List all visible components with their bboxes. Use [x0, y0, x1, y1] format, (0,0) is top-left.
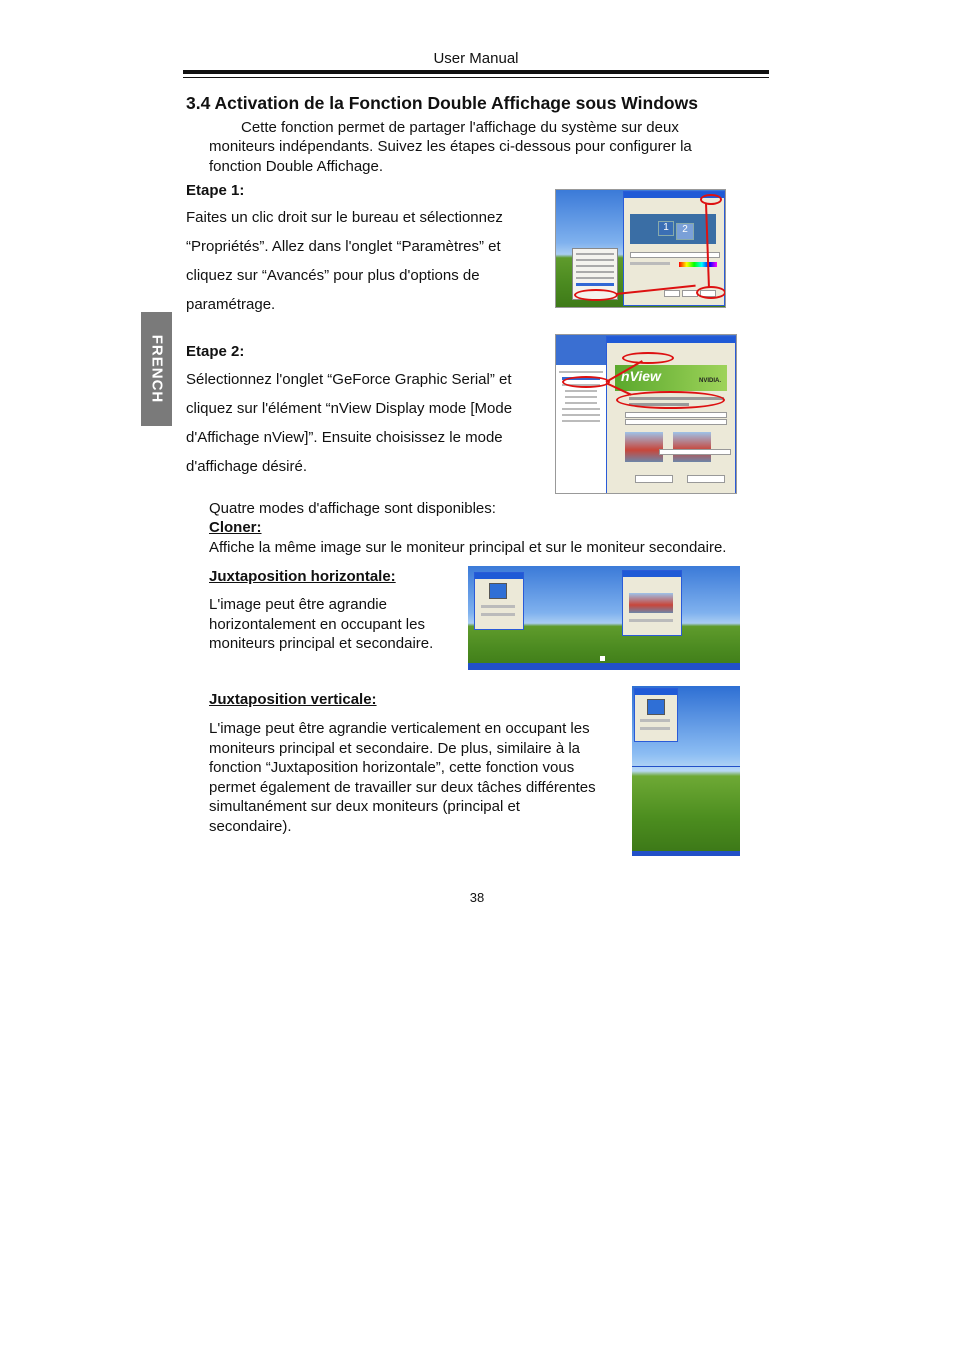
- step2-title: Etape 2:: [186, 343, 245, 360]
- monitor-1: 1: [658, 221, 674, 236]
- highlight-advanced-button: [696, 286, 726, 299]
- step2-line-2: cliquez sur l'élément “nView Display mode [Mode: [186, 400, 513, 417]
- step2-line-3: d'Affichage nView]”. Ensuite choisissez le mode: [186, 429, 503, 446]
- step2-line-4: d'affichage désiré.: [186, 458, 308, 475]
- nview-banner: [615, 365, 727, 391]
- page-header: User Manual: [433, 50, 519, 67]
- horizontal-title: Juxtaposition horizontale:: [209, 568, 396, 585]
- intro-line-3: fonction Double Affichage.: [209, 158, 384, 175]
- section-heading: 3.4 Activation de la Fonction Double Affichage sous Windows: [186, 93, 698, 113]
- nvidia-logo: NVIDIA.: [699, 378, 722, 384]
- clone-title: Cloner:: [209, 519, 262, 536]
- language-tab-label: FRENCH: [148, 334, 165, 404]
- vertical-text: [209, 719, 629, 836]
- vertical-dialog: [634, 688, 678, 742]
- desktop-icon: [600, 656, 605, 661]
- step2-screenshot: [555, 334, 737, 494]
- horizontal-text: [209, 595, 459, 654]
- highlight-settings-tab: [700, 194, 722, 205]
- highlight-properties-item: [574, 289, 618, 301]
- horizontal-span-screenshot: [468, 566, 740, 670]
- vertical-line-3: fonction “Juxtaposition horizontale”, cette fonction vous: [209, 759, 575, 776]
- step2-line-1: Sélectionnez l'onglet “GeForce Graphic Serial” et: [186, 371, 512, 388]
- nview-logo: nView: [621, 368, 661, 384]
- preview-monitor-2: [673, 432, 711, 462]
- horizontal-dialog-left: [474, 572, 524, 630]
- vertical-line-6: secondaire).: [209, 817, 292, 835]
- preview-monitor-1: [625, 432, 663, 462]
- intro-line-2: moniteurs indépendants. Suivez les étapes ci-dessous pour configurer la: [209, 138, 692, 155]
- monitor-preview: [630, 214, 716, 244]
- step1-text: [186, 203, 546, 319]
- highlight-geforce-tab: [622, 352, 674, 364]
- intro-line-1: Cette fonction permet de partager l'affichage du système sur deux: [241, 119, 679, 136]
- vertical-span-screenshot: [632, 686, 740, 856]
- vertical-line-5: simultanément sur deux moniteurs (principal et: [209, 798, 520, 815]
- horizontal-taskbar: [468, 663, 740, 670]
- horizontal-line-1: L'image peut être agrandie: [209, 596, 387, 613]
- modes-intro: Quatre modes d'affichage sont disponibles:: [209, 500, 496, 517]
- step1-line-1: Faites un clic droit sur le bureau et sélectionnez: [186, 209, 503, 226]
- page-number: 38: [469, 890, 485, 905]
- clone-description: Affiche la même image sur le moniteur principal et sur le moniteur secondaire.: [209, 539, 727, 556]
- step1-screenshot: [555, 189, 726, 308]
- horizontal-line-3: moniteurs principal et secondaire.: [209, 635, 434, 652]
- vertical-taskbar: [632, 851, 740, 856]
- monitor-2: 2: [676, 223, 694, 240]
- step1-line-4: paramétrage.: [186, 296, 276, 313]
- vertical-title: Juxtaposition verticale:: [209, 691, 377, 708]
- header-rule-thick: [183, 70, 769, 74]
- highlight-nview-item: [562, 376, 610, 388]
- horizontal-line-2: horizontalement en occupant les: [209, 615, 425, 633]
- header-rule-thin: [183, 77, 769, 78]
- vertical-line-2: moniteurs principal et secondaire. De plus, similaire à la: [209, 739, 581, 757]
- step1-title: Etape 1:: [186, 182, 245, 199]
- language-tab: [141, 312, 172, 426]
- step1-line-2: “Propriétés”. Allez dans l'onglet “Paramètres” et: [186, 238, 501, 255]
- vertical-line-4: permet également de travailler sur deux tâches différentes: [209, 778, 596, 796]
- step2-text: [186, 365, 551, 481]
- horizontal-dialog-right: [622, 570, 682, 636]
- step1-line-3: cliquez sur “Avancés” pour plus d'options de: [186, 267, 480, 284]
- highlight-display-mode: [616, 391, 725, 409]
- vertical-line-1: L'image peut être agrandie verticalement en occupant les: [209, 720, 590, 737]
